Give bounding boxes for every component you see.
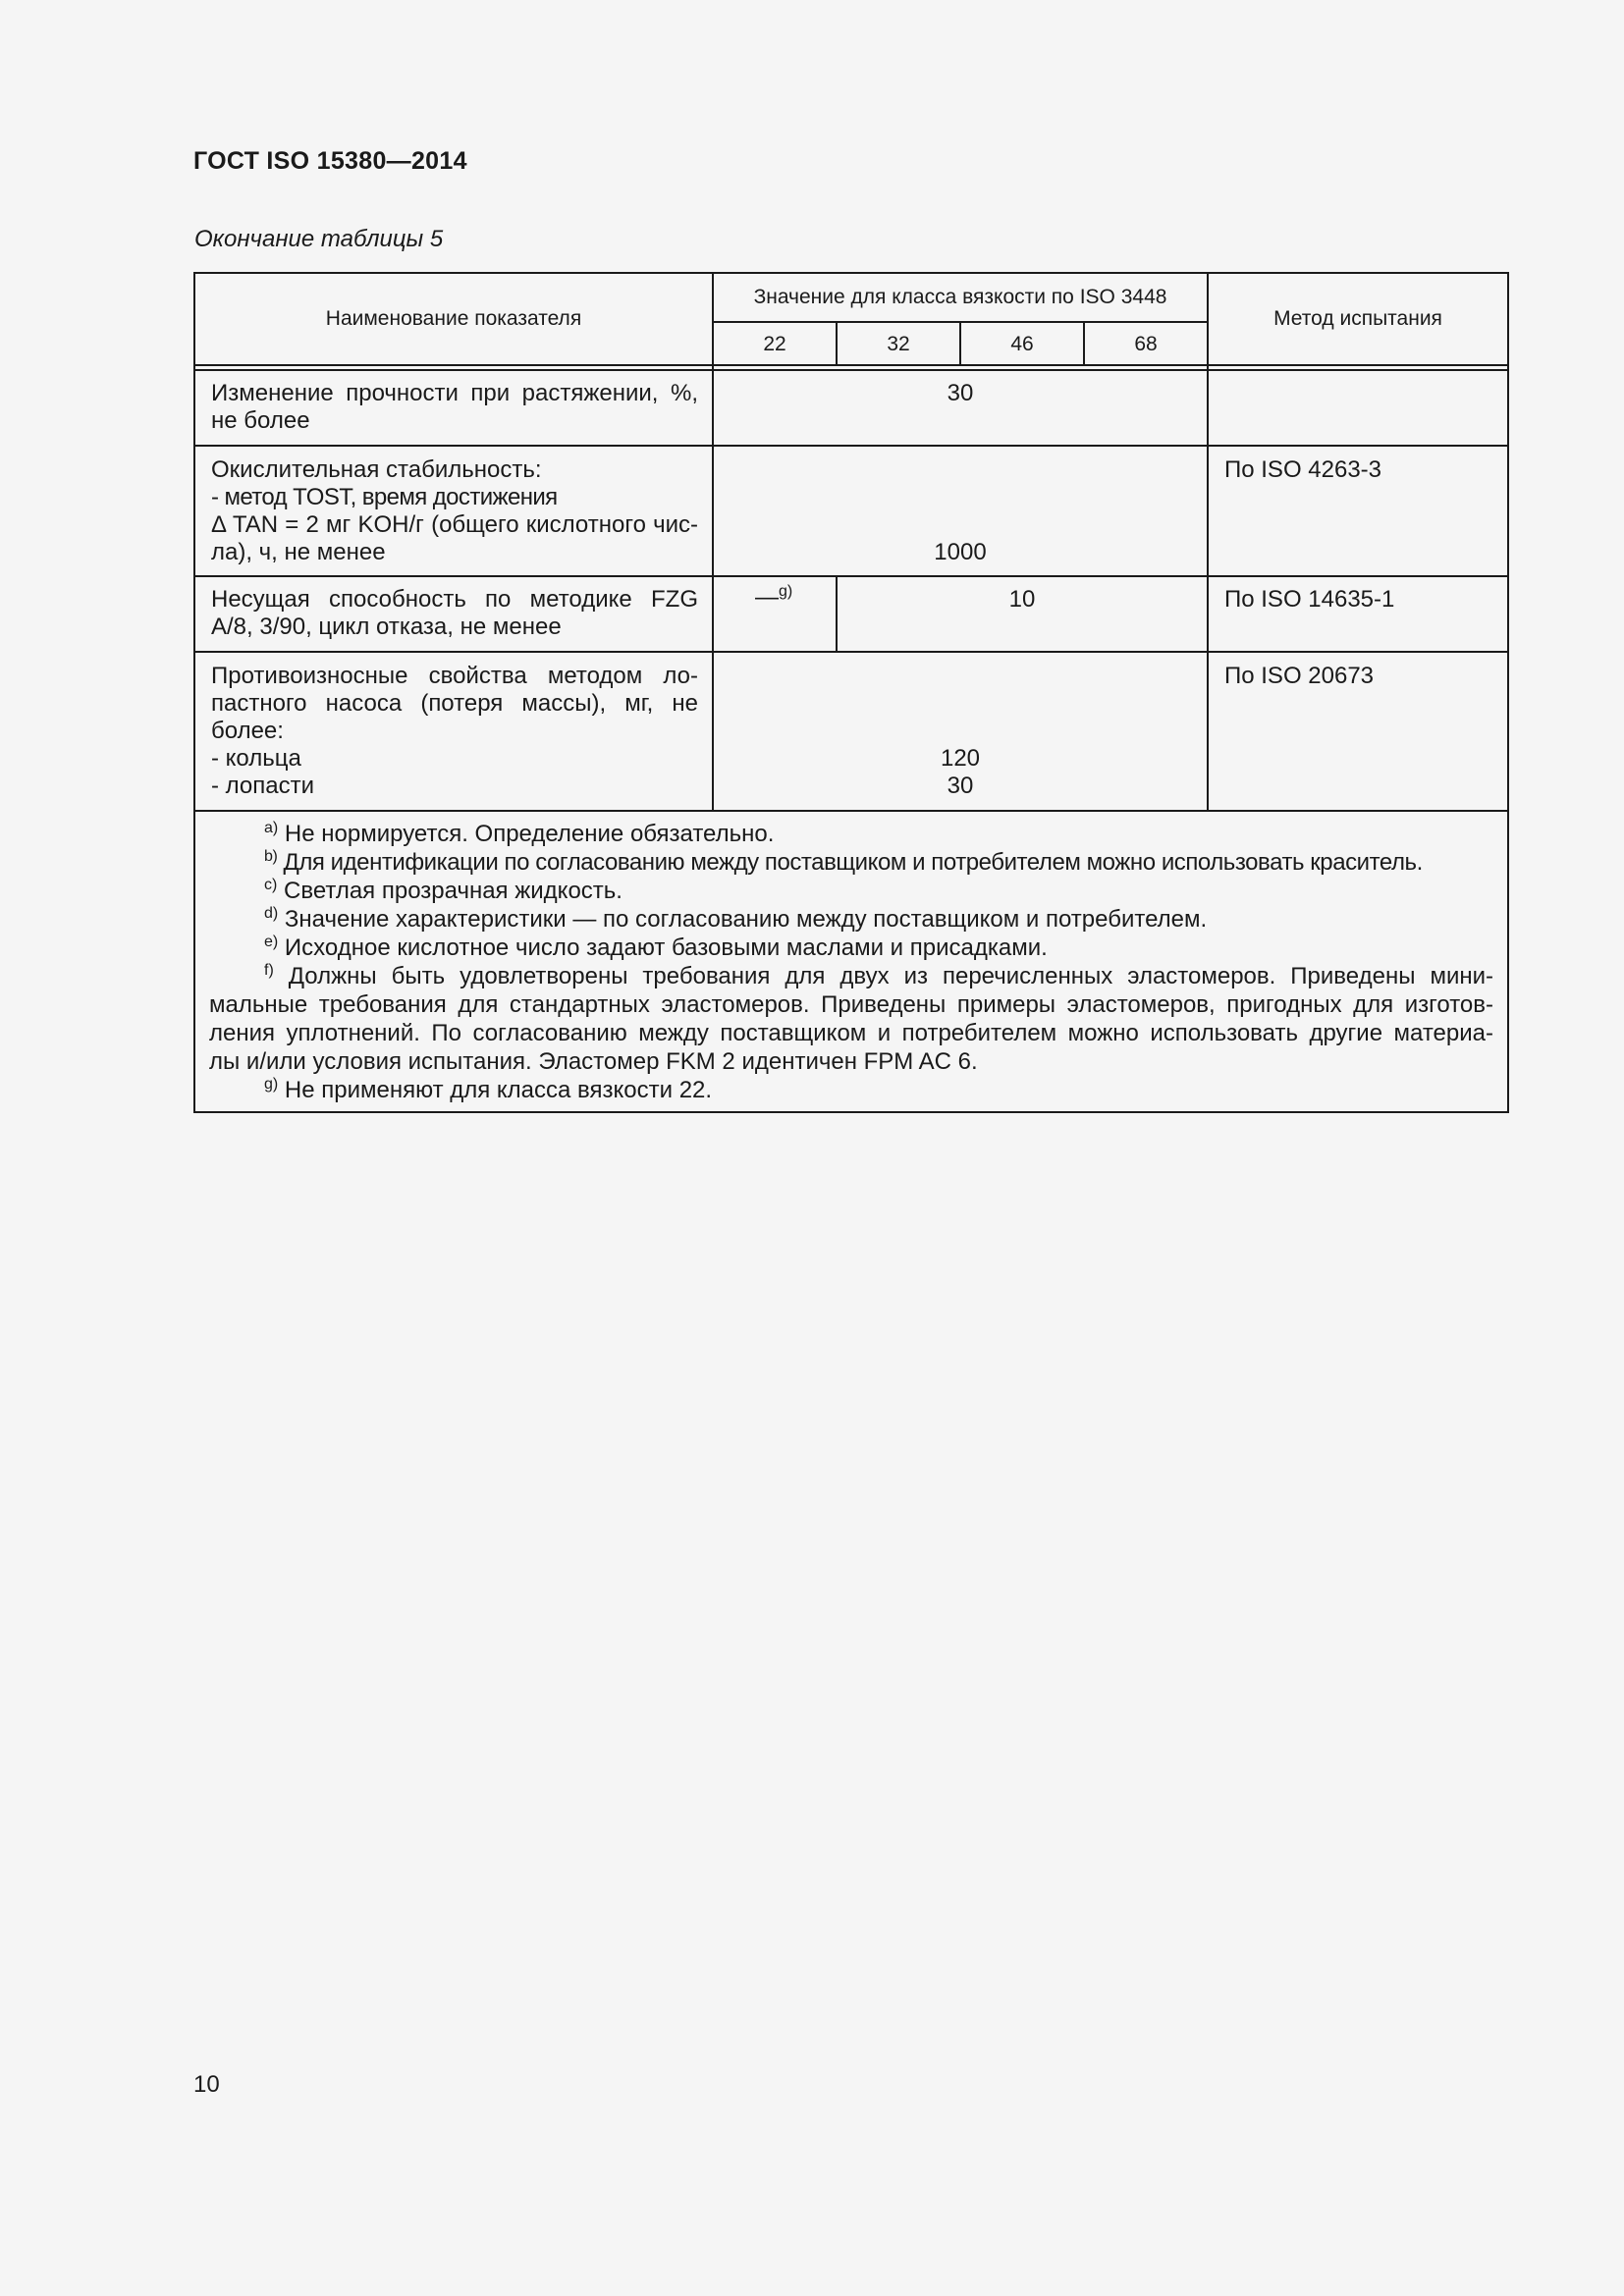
row-oxidation-method: По ISO 4263-3 — [1224, 456, 1382, 483]
footnote-text: Должны быть удовлетворены требования для двух из перечисленных эластомеров. Приведены мини- — [288, 963, 1494, 989]
footnote-f — [209, 962, 1493, 1076]
footnote-mark: c) — [264, 877, 278, 893]
footnote-text: Не нормируется. Определение обязательно. — [284, 821, 775, 847]
row-fzg-value-22 — [755, 584, 834, 612]
row-wear-name-line: - кольца — [211, 745, 301, 772]
footnote-e — [264, 934, 1497, 962]
col-divider-method — [1207, 274, 1209, 812]
header-divider-2 — [195, 369, 1507, 371]
row-wear-name-line: - лопасти — [211, 773, 315, 799]
table-caption: Окончание таблицы 5 — [194, 226, 444, 252]
footnote-f-line: лы и/или условия испытания. Эластомер FKM 2 идентичен FPM AC 6. — [209, 1048, 978, 1075]
page-number: 10 — [193, 2071, 220, 2098]
footnotes-divider — [195, 810, 1507, 812]
row-fzg-value: 10 — [1008, 586, 1036, 613]
footnote-mark: b) — [264, 848, 278, 865]
row-oxidation-name-line: Окислительная стабильность: — [211, 456, 542, 483]
row-tensile-value: 30 — [947, 380, 974, 406]
header-divider-1 — [195, 364, 1507, 366]
footnote-text: Для идентификации по согласованию между поставщиком и потребителем можно использовать краситель. — [283, 849, 1423, 876]
footnote-mark: g) — [264, 1076, 279, 1093]
row-wear-value-rings: 120 — [940, 745, 981, 772]
footnote-c — [264, 877, 1497, 905]
row-oxidation-value: 1000 — [934, 539, 987, 565]
row-oxidation-name-line: ла), ч, не менее — [211, 539, 386, 565]
row-divider-1 — [195, 445, 1507, 447]
header-grade-divider — [712, 321, 1209, 323]
row-oxidation-name-line: - метод TOST, время достижения — [211, 484, 558, 510]
row-fzg-method: По ISO 14635-1 — [1224, 586, 1395, 613]
row-fzg-name-line: Несущая способность по методике FZG — [211, 586, 698, 613]
footnote-text: Не применяют для класса вязкости 22. — [284, 1077, 713, 1103]
footnote-text: Исходное кислотное число задают базовыми маслами и присадками. — [284, 934, 1048, 961]
footnote-mark: f) — [264, 962, 274, 979]
row-wear-name-line: пастного насоса (потеря массы), мг, не — [211, 690, 698, 717]
footnote-g — [264, 1076, 1497, 1104]
header-grade-32: 32 — [887, 333, 910, 355]
row-wear-method: По ISO 20673 — [1224, 663, 1375, 689]
indicators-table — [193, 272, 1509, 1113]
row-divider-2 — [195, 575, 1507, 577]
row-fzg-name-line: A/8, 3/90, цикл отказа, не менее — [211, 614, 562, 640]
header-grade-22: 22 — [763, 333, 786, 355]
header-name: Наименование показателя — [325, 307, 582, 330]
row-oxidation-name — [211, 456, 698, 566]
row-tensile-name-line: Изменение прочности при растяжении, %, — [211, 380, 698, 406]
footnote-b — [264, 848, 1501, 877]
row-wear-name — [211, 663, 698, 800]
footnote-ref-g: g) — [779, 583, 793, 600]
footnote-text: Значение характеристики — по согласованию между поставщиком и потребителем. — [284, 906, 1208, 933]
header-method: Метод испытания — [1273, 307, 1442, 330]
footnote-text: Светлая прозрачная жидкость. — [284, 878, 623, 904]
footnote-f-line — [209, 962, 1493, 990]
row-wear-value-vanes: 30 — [947, 773, 974, 799]
document-header: ГОСТ ISO 15380—2014 — [193, 147, 467, 175]
footnote-f-line: мальные требования для стандартных эластомеров. Приведены примеры эластомеров, пригодных для изготов- — [209, 991, 1493, 1018]
row-oxidation-name-line: Δ TAN = 2 мг KOH/г (общего кислотного чис- — [211, 511, 698, 538]
header-grade-46: 46 — [1010, 333, 1034, 355]
row-tensile-name — [211, 380, 698, 435]
header-value-group: Значение для класса вязкости по ISO 3448 — [753, 286, 1167, 308]
row-wear-values — [714, 745, 1207, 800]
row-fzg-name — [211, 586, 698, 641]
row-tensile-name-line: не более — [211, 407, 310, 434]
footnote-mark: d) — [264, 905, 279, 922]
header-grade-68: 68 — [1134, 333, 1158, 355]
footnote-mark: a) — [264, 820, 279, 836]
row-wear-name-line: Противоизносные свойства методом ло- — [211, 663, 698, 689]
row-divider-3 — [195, 651, 1507, 653]
footnote-mark: e) — [264, 934, 279, 950]
not-applicable-dash: — — [755, 584, 779, 611]
row-wear-name-line: более: — [211, 718, 284, 744]
footnote-f-line: ления уплотнений. По согласованию между поставщиком и потребителем можно использовать другие материа- — [209, 1020, 1493, 1046]
footnote-a — [264, 820, 1497, 848]
footnote-d — [264, 905, 1497, 934]
